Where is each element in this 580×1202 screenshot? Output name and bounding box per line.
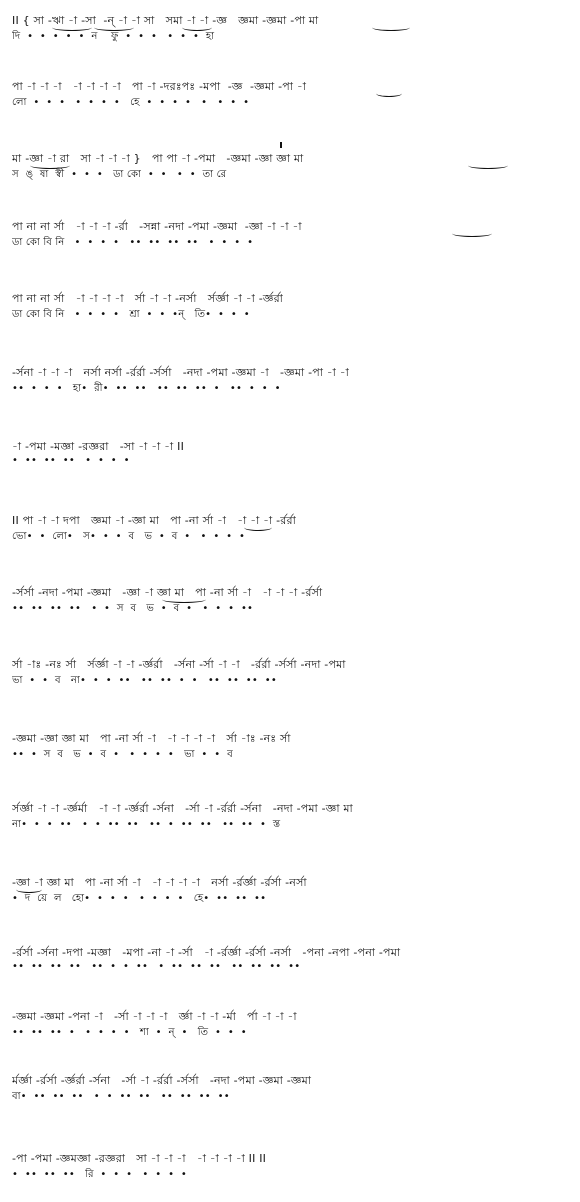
notation-block bbox=[12, 584, 572, 618]
slur-mark bbox=[52, 24, 92, 31]
notation-block bbox=[12, 438, 572, 472]
lyric-line: ভো• • লো• স• • • ব ভ • ব • • • • • bbox=[12, 531, 246, 542]
slur-mark bbox=[468, 162, 508, 169]
swara-line: -জ্ঞমা -জ্ঞমা -পনা -া -র্সা -া -া -া র্জ্ঞা -া -া -র্মা র্পা -া -া -া bbox=[12, 1010, 297, 1023]
swara-line: -জ্ঞা -া জ্ঞা মা পা -না র্সা -া -া -া -া -া নর্সা -র্রর্জ্ঞা -র্রর্সা -নর্সা bbox=[12, 876, 307, 889]
swara-line: পা না না র্সা -া -া -া -র্রা -সন্না -নদা -পমা -জ্ঞমা -জ্ঞা -া -া -া bbox=[12, 220, 302, 233]
swara-line: পা না না র্সা -া -া -া -া র্সা -া -া -নর্সা র্সর্জ্ঞা -া -া -র্জ্ঞর্রা bbox=[12, 292, 284, 305]
swara-line: -া -পমা -মজ্ঞা -রজ্ঞরা -সা -া -া -া II bbox=[12, 440, 185, 453]
notation-block bbox=[12, 1150, 572, 1184]
lyric-line: ডা কো বি নি • • • • •• •• •• •• • • • • bbox=[12, 237, 254, 248]
slur-mark bbox=[94, 24, 134, 31]
lyric-line: •• •• •• •• • • স ব ভ • ব • • • • •• bbox=[12, 603, 254, 614]
notation-block bbox=[12, 290, 572, 324]
swara-line: মা -জ্ঞা -া রা সা -া -া -া } পা পা -া -পমা -জ্ঞমা -জ্ঞা জ্ঞা মা bbox=[12, 152, 304, 165]
swara-line: -জ্ঞমা -জ্ঞা জ্ঞা মা পা -না র্সা -া -া -া -া -া র্সা -াঃ -নঃ র্সা bbox=[12, 732, 291, 745]
swara-line: পা -া -া -া -া -া -া -া পা -া -দরঃপঃ -মপা -জ্ঞ -জ্ঞমা -পা -া bbox=[12, 80, 307, 93]
swara-line: -র্রর্সা -র্সনা -দপা -মজ্ঞা -মপা -না -া -র্সা -া -র্রর্জ্ঞা -র্রর্সা -নর্সা -পনা -নপা -পনা -পমা bbox=[12, 946, 401, 959]
accent-mark bbox=[280, 142, 282, 148]
swara-line: -র্সনা -া -া -া নর্সা নর্সা -র্রর্রা -র্সর্সা -নদা -পমা -জ্ঞমা -া -জ্ঞমা -পা -া -া bbox=[12, 366, 349, 379]
lyric-line: •• • স ব ভ • ব • • • • • ভা • • ব bbox=[12, 749, 233, 760]
notation-block bbox=[12, 656, 572, 690]
lyric-line: •• • • • হা• রী• •• •• •• •• •• • •• • • • bbox=[12, 383, 281, 394]
lyric-line: • •• •• •• • • • • bbox=[12, 455, 130, 466]
lyric-line: •• •• •• • • • • • শা • ন্ • তি • • • bbox=[12, 1027, 247, 1038]
lyric-line: • •• •• •• রি • • • • • • • bbox=[12, 1169, 188, 1180]
lyric-line: ডা কো বি নি • • • • শ্রা • • •ন্ তি• • • • bbox=[12, 309, 250, 320]
swara-line: II { সা -ঋা -া -সা -ন্ -া -া সা সমা -া -া -জ্ঞ জ্ঞমা -জ্ঞমা -পা মা bbox=[12, 14, 319, 27]
notation-block bbox=[12, 1008, 572, 1042]
lyric-line: ভা • • ব না• • • •• •• •• • • •• •• •• •• bbox=[12, 675, 277, 686]
notation-block bbox=[12, 78, 572, 112]
lyric-line: লো • • • • • • • হে • • • • • • • • bbox=[12, 97, 250, 108]
slur-mark bbox=[30, 162, 70, 169]
notation-block bbox=[12, 730, 572, 764]
slur-mark bbox=[162, 596, 206, 603]
swara-line: র্মর্জ্ঞা -র্রর্সা -র্জ্ঞর্রা -র্সনা -র্সা -া -র্রর্রা -র্সর্সা -নদা -পমা -জ্ঞমা -জ্ঞমা bbox=[12, 1074, 312, 1087]
lyric-line: •• •• •• •• •• • • •• • •• •• •• •• •• •• •• bbox=[12, 961, 301, 972]
slur-mark bbox=[16, 886, 42, 893]
slur-mark bbox=[182, 24, 212, 31]
notation-block bbox=[12, 944, 572, 978]
swara-line: র্সর্জ্ঞা -া -া -র্জ্ঞর্মা -া -া -র্জ্ঞর্রা -র্সনা -র্সা -া -র্রর্রা -র্সনা -নদা -পমা -জ্ঞা মা bbox=[12, 802, 353, 815]
swara-line: -পা -পমা -জ্ঞমজ্ঞা -রজ্ঞরা সা -া -া -া -া -া -া -া II II bbox=[12, 1152, 267, 1165]
lyric-line: দি • • • • • ন ফু • • • • • • হা bbox=[12, 31, 215, 42]
swara-line: -র্সর্সা -নদা -পমা -জ্ঞমা -জ্ঞা -া জ্ঞা মা পা -না র্সা -া -া -া -া -র্রর্সা bbox=[12, 586, 323, 599]
slur-mark bbox=[376, 90, 402, 97]
swara-line: II পা -া -া দপা জ্ঞমা -া -জ্ঞা মা পা -না র্সা -া -া -া -া -র্রর্রা bbox=[12, 514, 296, 527]
lyric-line: না• • • •• • • •• •• •• • •• •• •• •• • স্ত bbox=[12, 819, 281, 830]
notation-block bbox=[12, 512, 572, 546]
lyric-line: • দ য়ে ল হো• • • • • • • • হে• •• •• •• bbox=[12, 893, 267, 904]
slur-mark bbox=[372, 24, 410, 31]
notation-block bbox=[12, 12, 572, 46]
lyric-line: স ঙ্ ষা স্বী • • • ডা কো • • • • তা রে bbox=[12, 169, 227, 180]
swara-line: র্সা -াঃ -নঃ র্সা র্সর্জ্ঞা -া -া -র্জ্ঞর্রা -র্সনা -র্সা -া -া -র্রর্রা -র্সর্সা -নদা -পমা bbox=[12, 658, 346, 671]
slur-mark bbox=[244, 524, 272, 531]
notation-block bbox=[12, 218, 572, 252]
notation-block bbox=[12, 874, 572, 908]
slur-mark bbox=[452, 230, 492, 237]
lyric-line: বা• •• •• •• • • •• •• •• •• •• •• bbox=[12, 1091, 230, 1102]
notation-block bbox=[12, 150, 572, 184]
notation-block bbox=[12, 1072, 572, 1106]
notation-block bbox=[12, 364, 572, 398]
notation-block bbox=[12, 800, 572, 834]
